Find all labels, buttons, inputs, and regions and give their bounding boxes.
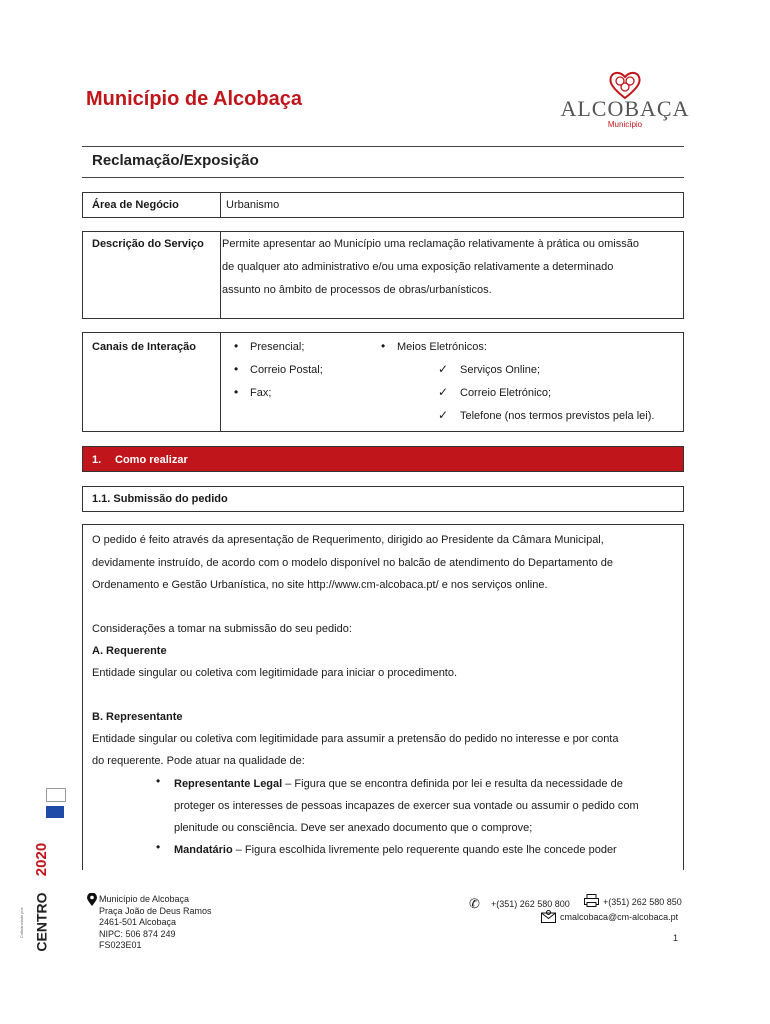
subsection-label: 1.1. Submissão do pedido	[92, 493, 228, 505]
page-number: 1	[673, 933, 679, 943]
rep-legal-line-2: proteger os interesses de pessoas incapazes de exercer sua vontade ou assumir o pedido com	[174, 800, 639, 812]
footer-address-line-1: Município de Alcobaça	[99, 894, 190, 904]
canal-presencial: Presencial;	[250, 341, 305, 353]
canal-meios-eletronicos: Meios Eletrónicos:	[397, 341, 487, 353]
logo-centro: CENTRO	[33, 892, 50, 952]
rep-legal-term: Representante Legal	[174, 778, 283, 790]
cofinanciado-label: Cofinanciado por:	[19, 906, 25, 939]
eu-flag-icon	[46, 806, 64, 818]
bullet-icon: •	[156, 840, 161, 854]
checkmark-icon: ✓	[438, 385, 449, 399]
rep-legal-text: – Figura que se encontra definida por lei e resulta da necessidade de	[282, 778, 623, 790]
descricao-line-3: assunto no âmbito de processos de obras/urbanísticos.	[222, 284, 492, 296]
mandatario-line	[174, 839, 674, 862]
descricao-row	[82, 231, 684, 319]
canais-divider	[220, 333, 221, 431]
footer-address	[99, 894, 212, 952]
canal-telefone: Telefone (nos termos previstos pela lei).	[460, 410, 655, 422]
body-consideracoes: Considerações a tomar na submissão do seu pedido:	[92, 623, 352, 635]
area-row	[82, 192, 684, 218]
body-box	[82, 524, 684, 870]
footer-email: cmalcobaca@cm-alcobaca.pt	[560, 912, 679, 922]
canais-label: Canais de Interação	[92, 341, 196, 353]
bullet-icon: •	[234, 385, 239, 399]
area-label: Área de Negócio	[92, 199, 179, 211]
centro-2020-logo	[33, 888, 64, 952]
footer-address-line-4: NIPC: 506 874 249	[99, 928, 176, 939]
body-a-title: A. Requerente	[92, 645, 167, 657]
portugal-2020-logo	[33, 825, 63, 885]
rep-legal-line-1	[174, 773, 623, 796]
area-divider	[220, 193, 221, 217]
canal-fax: Fax;	[250, 387, 272, 399]
descricao-divider	[220, 232, 221, 318]
descricao-label: Descrição do Serviço	[92, 238, 204, 250]
section-como-realizar	[82, 446, 684, 472]
body-b-title: B. Representante	[92, 711, 183, 723]
divider-top	[82, 146, 684, 147]
bullet-icon: •	[156, 774, 161, 788]
body-b-line-1: Entidade singular ou coletiva com legitimidade para assumir a pretensão do pedido no interesse e por conta	[92, 733, 619, 745]
checkmark-icon: ✓	[438, 408, 449, 422]
logo-wordmark: ALCOBAÇA	[560, 96, 690, 121]
mandatario-text: – Figura escolhida livremente pelo requerente quando este lhe concede poder	[232, 844, 617, 856]
bullet-icon: •	[234, 339, 239, 353]
area-value: Urbanismo	[226, 199, 280, 211]
fax-icon	[584, 894, 599, 907]
programme-logo	[46, 788, 66, 802]
phone-icon: ✆	[469, 896, 480, 911]
footer-phone: +(351) 262 580 800	[491, 899, 570, 909]
funding-logos	[19, 780, 70, 952]
email-icon	[541, 910, 556, 923]
canal-servicos-online: Serviços Online;	[460, 364, 541, 376]
rep-legal-line-3: plenitude ou consciência. Deve ser anexado documento que o comprove;	[174, 822, 533, 834]
footer-fax: +(351) 262 580 850	[603, 897, 682, 907]
body-p1-line-3: Ordenamento e Gestão Urbanística, no site http://www.cm-alcobaca.pt/ e nos serviços online.	[92, 579, 548, 591]
mandatario-term: Mandatário	[174, 844, 233, 856]
canal-correio-eletronico: Correio Eletrónico;	[460, 387, 552, 399]
bullet-icon: •	[381, 339, 386, 353]
footer-address-line-3: 2461-501 Alcobaça	[99, 917, 177, 927]
divider-title	[82, 177, 684, 178]
footer-address-line-2: Praça João de Deus Ramos	[99, 905, 212, 916]
body-a-text: Entidade singular ou coletiva com legitimidade para iniciar o procedimento.	[92, 667, 458, 679]
location-pin-icon	[86, 893, 98, 907]
subsection-submissao	[82, 486, 684, 512]
footer-address-line-5: FS023E01	[99, 940, 142, 950]
canal-correio-postal: Correio Postal;	[250, 364, 323, 376]
logo-subtitle: Município	[607, 120, 643, 129]
section-label: Como realizar	[115, 454, 188, 466]
body-p1-line-2: devidamente instruído, de acordo com o modelo disponível no balcão de atendimento do Departamento de	[92, 557, 614, 569]
descricao-line-1: Permite apresentar ao Município uma reclamação relativamente à prática ou omissão	[222, 238, 639, 250]
body-p1-line-1: O pedido é feito através da apresentação de Requerimento, dirigido ao Presidente da Câmara Municipal,	[92, 534, 604, 546]
municipality-title: Município de Alcobaça	[86, 88, 302, 110]
canais-row	[82, 332, 684, 432]
logo-2020: 2020	[33, 842, 51, 877]
bullet-icon: •	[234, 362, 239, 376]
alcobaca-logo	[560, 70, 690, 132]
section-number: 1.	[92, 454, 102, 466]
page-title: Reclamação/Exposição	[92, 152, 259, 169]
descricao-line-2: de qualquer ato administrativo e/ou uma exposição relativamente a determinado	[222, 261, 614, 273]
checkmark-icon: ✓	[438, 362, 449, 376]
body-b-line-2: do requerente. Pode atuar na qualidade de:	[92, 755, 305, 767]
